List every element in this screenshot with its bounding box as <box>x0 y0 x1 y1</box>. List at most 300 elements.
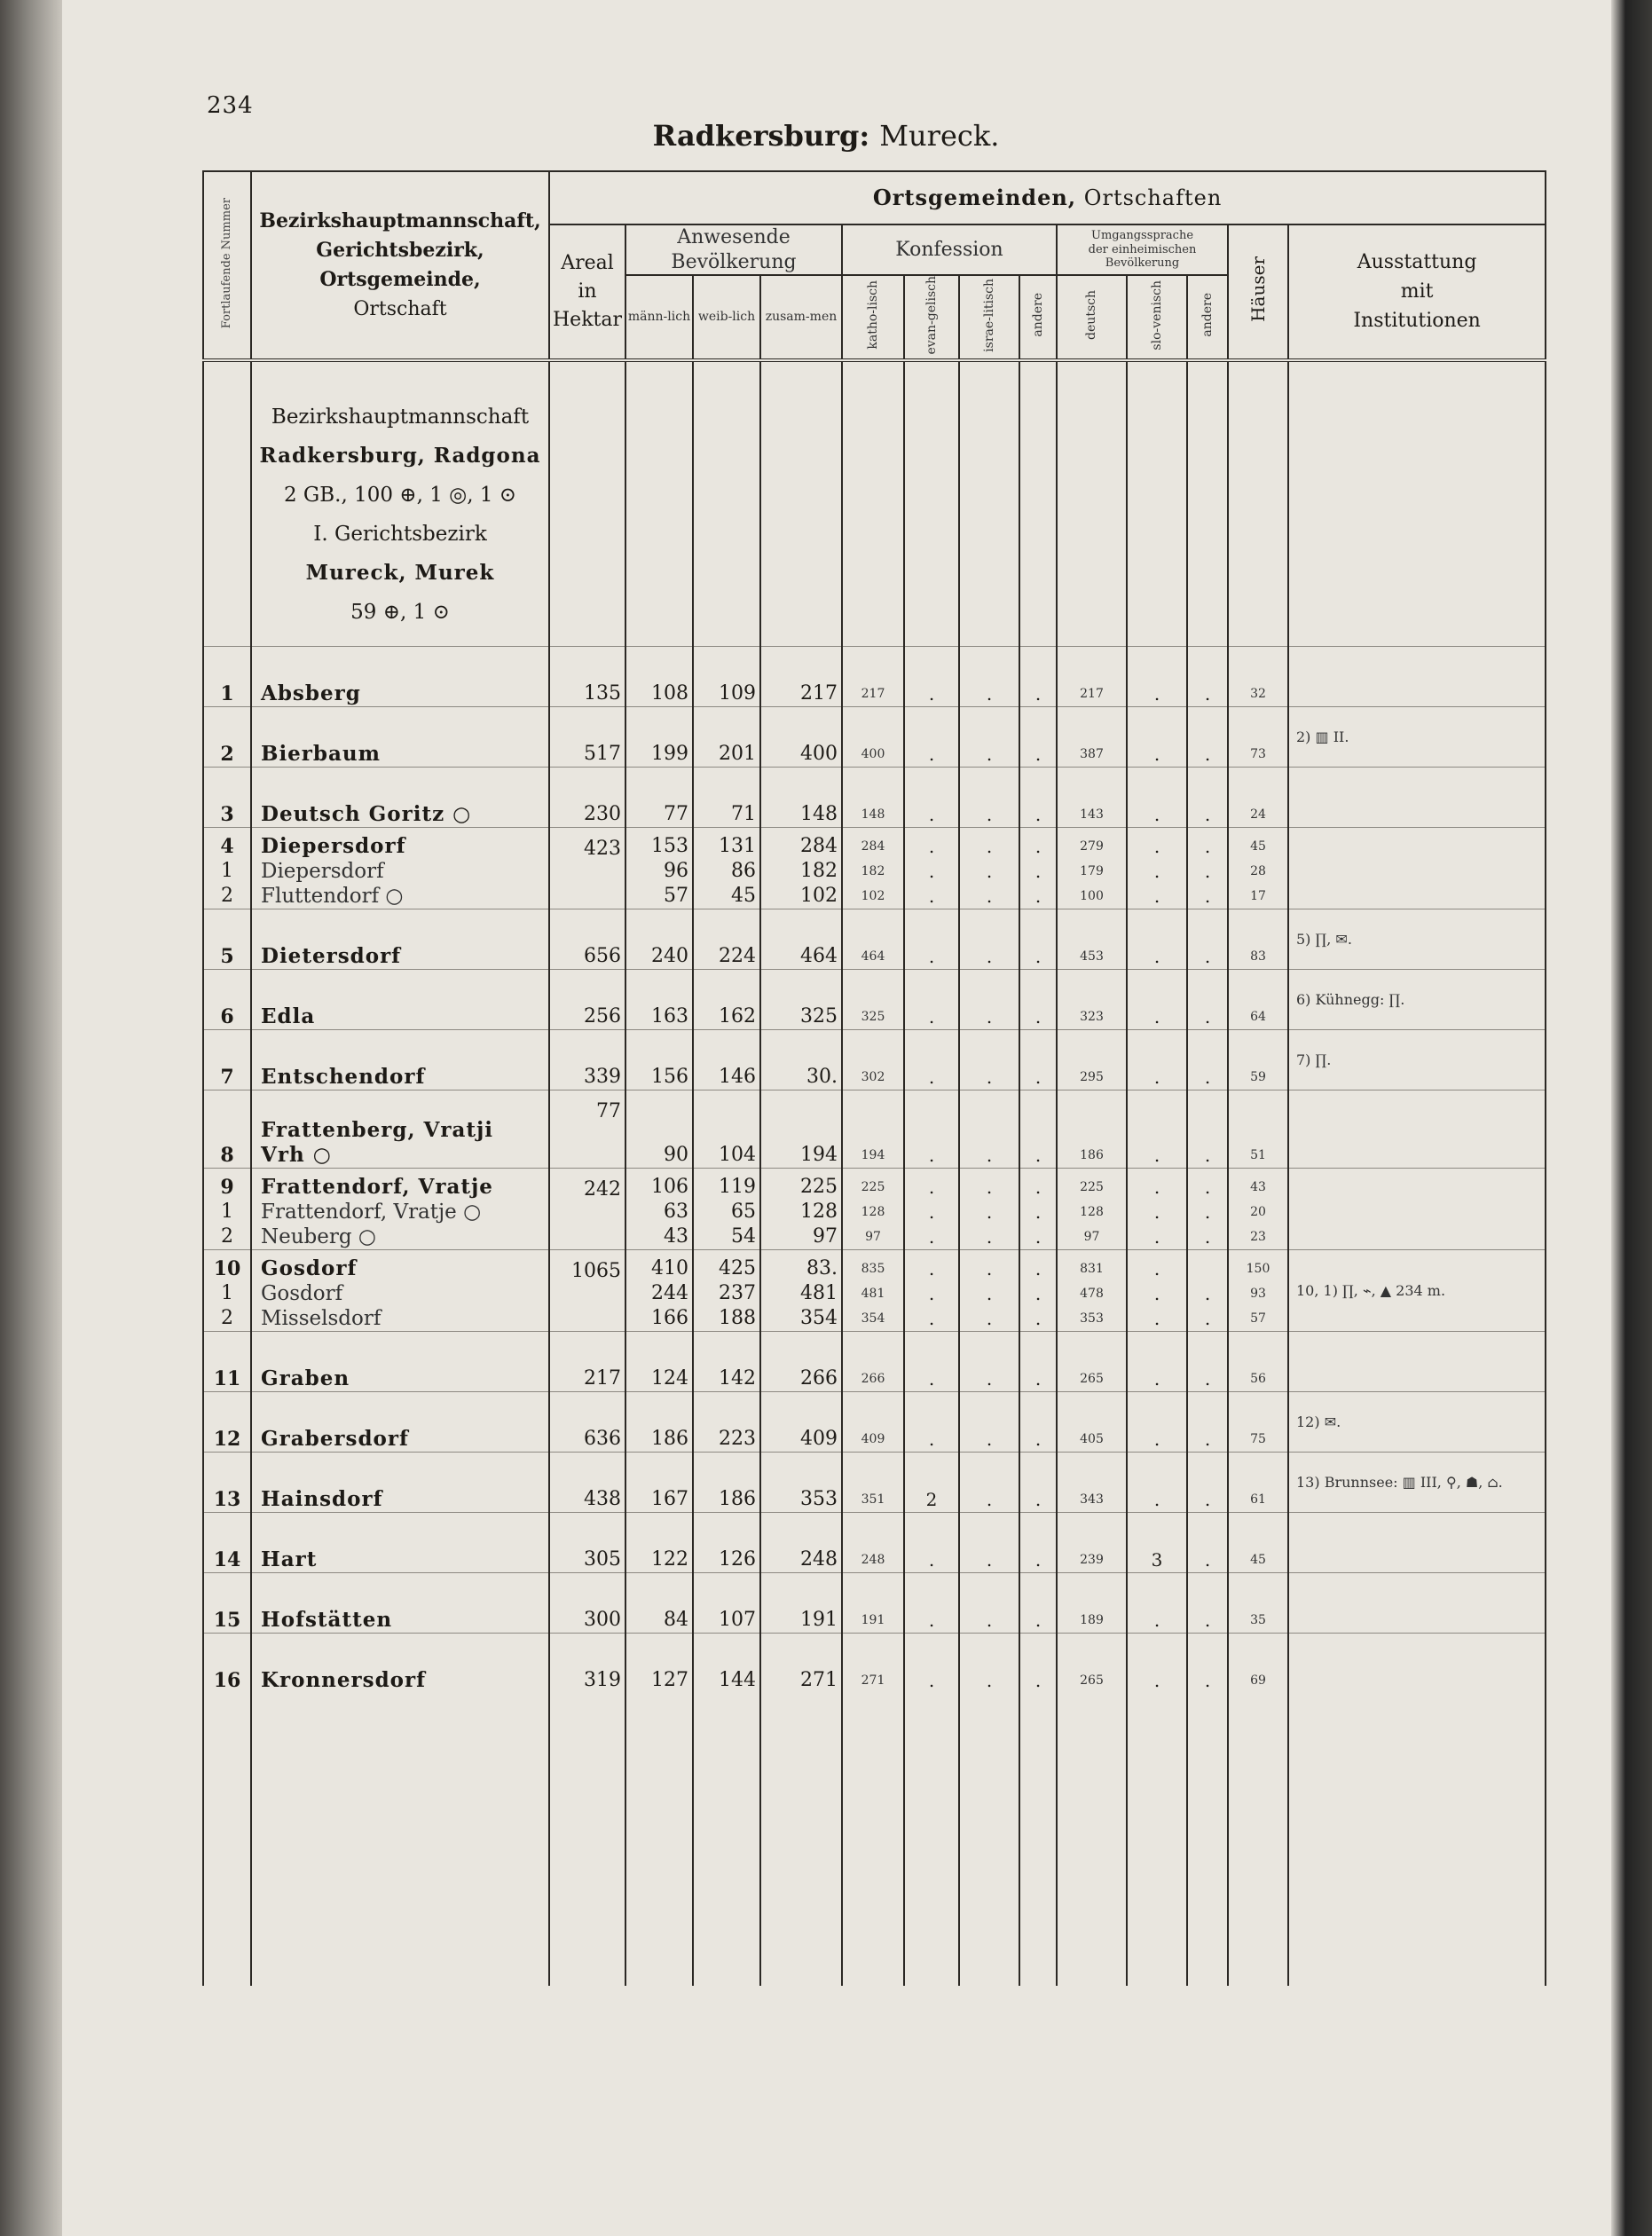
header-bevoelkerung: Anwesende Bevölkerung <box>625 224 842 275</box>
cell-deutsch: 186 <box>1057 1090 1127 1168</box>
cell-nummer: 6 <box>203 969 251 1029</box>
cell-weiblich: 126 <box>693 1512 760 1572</box>
cell-nummer: 12 <box>203 1391 251 1452</box>
cell-ortsname: Kronnersdorf <box>251 1633 549 1693</box>
cell-slovenisch: . <box>1127 1452 1187 1512</box>
cell-evangelisch: . <box>904 969 959 1029</box>
cell-maennlich: 106 63 43 <box>625 1168 693 1249</box>
cell-slovenisch: . <box>1127 1090 1187 1168</box>
cell-weiblich: 104 <box>693 1090 760 1168</box>
cell-evangelisch: . <box>904 1391 959 1452</box>
cell-areal: 242 <box>549 1168 625 1249</box>
cell-konf-andere: . . . <box>1019 827 1057 909</box>
cell-areal: 135 <box>549 646 625 706</box>
cell-konf-andere: . <box>1019 969 1057 1029</box>
cell-ortsname: Absberg <box>251 646 549 706</box>
cell-israelitisch: . . . <box>959 1249 1019 1331</box>
cell-konf-andere: . <box>1019 767 1057 827</box>
cell-katholisch: 248 <box>842 1512 904 1572</box>
cell-weiblich: 71 <box>693 767 760 827</box>
cell-weiblich: 224 <box>693 909 760 969</box>
cell-ausstattung: 2) ▥ II. <box>1288 706 1546 767</box>
cell-areal: 305 <box>549 1512 625 1572</box>
cell-zusammen: 191 <box>760 1572 842 1633</box>
cell-katholisch: 835 481 354 <box>842 1249 904 1331</box>
cell-deutsch: 143 <box>1057 767 1127 827</box>
cell-israelitisch: . <box>959 1391 1019 1452</box>
cell-slovenisch: . <box>1127 909 1187 969</box>
cell-sprache-andere: . <box>1187 767 1228 827</box>
cell-maennlich: 84 <box>625 1572 693 1633</box>
cell-sprache-andere: . <box>1187 909 1228 969</box>
header-bezirk: Bezirkshauptmannschaft, Gerichtsbezirk, Ortsgemeinde, Ortschaft <box>251 171 549 360</box>
cell-weiblich: 186 <box>693 1452 760 1512</box>
cell-deutsch: 265 <box>1057 1331 1127 1391</box>
cell-ausstattung <box>1288 827 1546 909</box>
cell-nummer: 1 <box>203 646 251 706</box>
cell-evangelisch: . <box>904 1633 959 1693</box>
cell-slovenisch: . <box>1127 969 1187 1029</box>
cell-zusammen: 271 <box>760 1633 842 1693</box>
cell-katholisch: 194 <box>842 1090 904 1168</box>
table-row <box>203 706 1546 767</box>
cell-slovenisch: . . . <box>1127 1168 1187 1249</box>
empty-cell <box>842 1693 904 1986</box>
table-row <box>203 1249 1546 1331</box>
header-maennlich: männ-lich <box>625 275 693 360</box>
cell-zusammen: 284 182 102 <box>760 827 842 909</box>
empty-cell <box>959 1693 1019 1986</box>
cell-ortsname: Graben <box>251 1331 549 1391</box>
statistics-table-wrapper <box>202 170 1545 1986</box>
cell-nummer: 10 1 2 <box>203 1249 251 1331</box>
cell-sprache-andere: . <box>1187 1512 1228 1572</box>
empty-cell <box>1019 1693 1057 1986</box>
cell-israelitisch: . <box>959 909 1019 969</box>
cell-weiblich: 146 <box>693 1029 760 1090</box>
cell-nummer: 14 <box>203 1512 251 1572</box>
cell-evangelisch: . <box>904 767 959 827</box>
cell-evangelisch: . <box>904 706 959 767</box>
cell-ausstattung: 5) ∏, ✉. <box>1288 909 1546 969</box>
cell-sprache-andere: . . . <box>1187 1168 1228 1249</box>
table-row <box>203 1168 1546 1249</box>
header-konfession: Konfession <box>842 224 1057 275</box>
cell-weiblich: 162 <box>693 969 760 1029</box>
cell-weiblich: 107 <box>693 1572 760 1633</box>
cell-haeuser: 150 93 57 <box>1228 1249 1288 1331</box>
cell-ortsname: Hainsdorf <box>251 1452 549 1512</box>
cell-ortsname: Entschendorf <box>251 1029 549 1090</box>
page-number: 234 <box>207 92 254 119</box>
header-umgangssprache: Umgangssprache der einheimischen Bevölkerung <box>1057 224 1228 275</box>
empty-cell <box>693 1693 760 1986</box>
cell-slovenisch: . . . <box>1127 1249 1187 1331</box>
header-zusammen: zusam-men <box>760 275 842 360</box>
cell-nummer: 13 <box>203 1452 251 1512</box>
cell-slovenisch: 3 <box>1127 1512 1187 1572</box>
cell-ausstattung: 13) Brunnsee: ▥ III, ⚲, ☗, ⌂. <box>1288 1452 1546 1512</box>
cell-katholisch: 148 <box>842 767 904 827</box>
cell-ausstattung: 12) ✉. <box>1288 1391 1546 1452</box>
cell-ortsname: Deutsch Goritz ○ <box>251 767 549 827</box>
table-row <box>203 1633 1546 1693</box>
cell-ausstattung <box>1288 767 1546 827</box>
cell-maennlich: 90 <box>625 1090 693 1168</box>
cell-israelitisch: . <box>959 706 1019 767</box>
cell-areal: 319 <box>549 1633 625 1693</box>
cell-katholisch: 302 <box>842 1029 904 1090</box>
cell-israelitisch: . <box>959 1452 1019 1512</box>
cell-zusammen: 400 <box>760 706 842 767</box>
cell-haeuser: 75 <box>1228 1391 1288 1452</box>
header-konf-andere: andere <box>1019 275 1057 360</box>
cell-weiblich: 142 <box>693 1331 760 1391</box>
cell-nummer: 3 <box>203 767 251 827</box>
cell-haeuser: 24 <box>1228 767 1288 827</box>
table-row <box>203 1391 1546 1452</box>
cell-ortsname: Diepersdorf Diepersdorf Fluttendorf ○ <box>251 827 549 909</box>
cell-areal: 339 <box>549 1029 625 1090</box>
cell-deutsch: 453 <box>1057 909 1127 969</box>
cell-haeuser: 59 <box>1228 1029 1288 1090</box>
cell-evangelisch: . . . <box>904 1249 959 1331</box>
title-district: Radkersburg: <box>652 119 870 153</box>
header-evangelisch: evan-gelisch <box>904 275 959 360</box>
cell-sprache-andere: . <box>1187 1029 1228 1090</box>
cell-maennlich: 156 <box>625 1029 693 1090</box>
cell-haeuser: 69 <box>1228 1633 1288 1693</box>
cell-haeuser: 43 20 23 <box>1228 1168 1288 1249</box>
cell-zusammen: 409 <box>760 1391 842 1452</box>
cell-ortsname: Grabersdorf <box>251 1391 549 1452</box>
cell-maennlich: 410 244 166 <box>625 1249 693 1331</box>
cell-areal: 438 <box>549 1452 625 1512</box>
table-row <box>203 767 1546 827</box>
cell-sprache-andere: . <box>1187 1090 1228 1168</box>
cell-weiblich: 223 <box>693 1391 760 1452</box>
cell-zusammen: 194 <box>760 1090 842 1168</box>
cell-slovenisch: . <box>1127 646 1187 706</box>
cell-sprache-andere: . <box>1187 1331 1228 1391</box>
cell-konf-andere: . <box>1019 909 1057 969</box>
cell-ortsname: Frattendorf, Vratje Frattendorf, Vratje ○ Neuberg ○ <box>251 1168 549 1249</box>
empty-cell <box>1187 1693 1228 1986</box>
cell-evangelisch: . <box>904 909 959 969</box>
header-slovenisch: slo-venisch <box>1127 275 1187 360</box>
cell-ortsname: Edla <box>251 969 549 1029</box>
cell-ausstattung: 10, 1) ∏, ⌁, ▲ 234 m. <box>1288 1249 1546 1331</box>
table-row <box>203 1029 1546 1090</box>
cell-deutsch: 405 <box>1057 1391 1127 1452</box>
cell-evangelisch: . <box>904 1572 959 1633</box>
cell-zusammen: 30. <box>760 1029 842 1090</box>
cell-deutsch: 189 <box>1057 1572 1127 1633</box>
cell-israelitisch: . <box>959 767 1019 827</box>
cell-deutsch: 295 <box>1057 1029 1127 1090</box>
cell-sprache-andere: . <box>1187 969 1228 1029</box>
cell-israelitisch: . <box>959 1512 1019 1572</box>
cell-konf-andere: . . . <box>1019 1168 1057 1249</box>
cell-weiblich: 109 <box>693 646 760 706</box>
cell-sprache-andere: . . <box>1187 1249 1228 1331</box>
intro-block: Bezirkshauptmannschaft Radkersburg, Radgona 2 GB., 100 ⊕, 1 ◎, 1 ⊙ I. Gerichtsbezirk Mureck, Murek 59 ⊕, 1 ⊙ <box>251 360 549 647</box>
cell-maennlich: 240 <box>625 909 693 969</box>
cell-ausstattung: 6) Kühnegg: ∏. <box>1288 969 1546 1029</box>
cell-evangelisch: . <box>904 1512 959 1572</box>
cell-konf-andere: . <box>1019 1331 1057 1391</box>
cell-nummer: 8 <box>203 1090 251 1168</box>
cell-sprache-andere: . <box>1187 706 1228 767</box>
cell-maennlich: 124 <box>625 1331 693 1391</box>
table-row <box>203 1452 1546 1512</box>
cell-slovenisch: . <box>1127 706 1187 767</box>
cell-evangelisch: . <box>904 646 959 706</box>
table-header <box>203 171 1546 360</box>
cell-konf-andere: . <box>1019 1512 1057 1572</box>
cell-ausstattung <box>1288 1572 1546 1633</box>
cell-zusammen: 248 <box>760 1512 842 1572</box>
table-empty-space <box>203 1693 1546 1986</box>
cell-konf-andere: . <box>1019 1391 1057 1452</box>
cell-deutsch: 217 <box>1057 646 1127 706</box>
cell-israelitisch: . . . <box>959 827 1019 909</box>
cell-haeuser: 51 <box>1228 1090 1288 1168</box>
cell-zusammen: 225 128 97 <box>760 1168 842 1249</box>
table-row <box>203 1512 1546 1572</box>
header-israelitisch: israe-litisch <box>959 275 1019 360</box>
table-body <box>203 360 1546 1987</box>
cell-israelitisch: . <box>959 1633 1019 1693</box>
cell-deutsch: 323 <box>1057 969 1127 1029</box>
cell-weiblich: 201 <box>693 706 760 767</box>
cell-evangelisch: . . . <box>904 827 959 909</box>
empty-cell <box>625 1693 693 1986</box>
table-row <box>203 1572 1546 1633</box>
cell-slovenisch: . <box>1127 1572 1187 1633</box>
cell-israelitisch: . <box>959 969 1019 1029</box>
cell-ortsname: Frattenberg, Vratji Vrh ○ <box>251 1090 549 1168</box>
cell-konf-andere: . . . <box>1019 1249 1057 1331</box>
cell-haeuser: 45 <box>1228 1512 1288 1572</box>
cell-sprache-andere: . <box>1187 1452 1228 1512</box>
cell-haeuser: 35 <box>1228 1572 1288 1633</box>
table-row <box>203 646 1546 706</box>
intro-row <box>203 360 1546 647</box>
cell-haeuser: 56 <box>1228 1331 1288 1391</box>
cell-slovenisch: . <box>1127 767 1187 827</box>
cell-haeuser: 45 28 17 <box>1228 827 1288 909</box>
cell-zusammen: 325 <box>760 969 842 1029</box>
cell-nummer: 7 <box>203 1029 251 1090</box>
empty-cell <box>760 1693 842 1986</box>
cell-katholisch: 400 <box>842 706 904 767</box>
cell-katholisch: 271 <box>842 1633 904 1693</box>
cell-zusammen: 266 <box>760 1331 842 1391</box>
cell-katholisch: 191 <box>842 1572 904 1633</box>
cell-ausstattung <box>1288 1512 1546 1572</box>
cell-sprache-andere: . <box>1187 646 1228 706</box>
cell-deutsch: 279 179 100 <box>1057 827 1127 909</box>
cell-nummer: 15 <box>203 1572 251 1633</box>
scan-edge-right <box>1611 0 1652 2236</box>
cell-ausstattung <box>1288 646 1546 706</box>
cell-nummer: 5 <box>203 909 251 969</box>
cell-haeuser: 61 <box>1228 1452 1288 1512</box>
cell-maennlich: 163 <box>625 969 693 1029</box>
header-areal: Areal in Hektar <box>549 224 625 360</box>
cell-konf-andere: . <box>1019 1572 1057 1633</box>
cell-konf-andere: . <box>1019 706 1057 767</box>
cell-deutsch: 343 <box>1057 1452 1127 1512</box>
cell-maennlich: 122 <box>625 1512 693 1572</box>
empty-cell <box>1057 1693 1127 1986</box>
cell-sprache-andere: . . . <box>1187 827 1228 909</box>
cell-konf-andere: . <box>1019 1090 1057 1168</box>
table-row <box>203 969 1546 1029</box>
cell-maennlich: 186 <box>625 1391 693 1452</box>
cell-areal: 217 <box>549 1331 625 1391</box>
cell-areal: 423 <box>549 827 625 909</box>
cell-nummer: 11 <box>203 1331 251 1391</box>
cell-ausstattung <box>1288 1090 1546 1168</box>
cell-areal: 300 <box>549 1572 625 1633</box>
cell-deutsch: 387 <box>1057 706 1127 767</box>
header-katholisch: katho-lisch <box>842 275 904 360</box>
cell-slovenisch: . <box>1127 1331 1187 1391</box>
cell-israelitisch: . <box>959 1029 1019 1090</box>
cell-deutsch: 225 128 97 <box>1057 1168 1127 1249</box>
table-row <box>203 827 1546 909</box>
cell-maennlich: 167 <box>625 1452 693 1512</box>
header-sprache-andere: andere <box>1187 275 1228 360</box>
cell-slovenisch: . . . <box>1127 827 1187 909</box>
header-haeuser: Häuser <box>1228 224 1288 360</box>
table-row <box>203 1331 1546 1391</box>
cell-konf-andere: . <box>1019 1029 1057 1090</box>
empty-cell <box>904 1693 959 1986</box>
scan-edge-left <box>0 0 62 2236</box>
cell-areal: 656 <box>549 909 625 969</box>
cell-ausstattung <box>1288 1633 1546 1693</box>
cell-deutsch: 831 478 353 <box>1057 1249 1127 1331</box>
table-row <box>203 1090 1546 1168</box>
cell-slovenisch: . <box>1127 1633 1187 1693</box>
cell-ortsname: Bierbaum <box>251 706 549 767</box>
header-ortsgemeinden: Ortsgemeinden, Ortschaften <box>549 171 1546 224</box>
cell-deutsch: 265 <box>1057 1633 1127 1693</box>
empty-cell <box>251 1693 549 1986</box>
cell-nummer: 2 <box>203 706 251 767</box>
cell-weiblich: 119 65 54 <box>693 1168 760 1249</box>
cell-katholisch: 217 <box>842 646 904 706</box>
cell-haeuser: 83 <box>1228 909 1288 969</box>
cell-konf-andere: . <box>1019 1633 1057 1693</box>
cell-zusammen: 83. 481 354 <box>760 1249 842 1331</box>
cell-maennlich: 199 <box>625 706 693 767</box>
cell-ortsname: Hofstätten <box>251 1572 549 1633</box>
cell-israelitisch: . <box>959 1090 1019 1168</box>
cell-zusammen: 148 <box>760 767 842 827</box>
cell-evangelisch: 2 <box>904 1452 959 1512</box>
cell-israelitisch: . <box>959 646 1019 706</box>
empty-cell <box>1228 1693 1288 1986</box>
cell-haeuser: 73 <box>1228 706 1288 767</box>
cell-katholisch: 325 <box>842 969 904 1029</box>
cell-deutsch: 239 <box>1057 1512 1127 1572</box>
cell-israelitisch: . <box>959 1331 1019 1391</box>
cell-weiblich: 131 86 45 <box>693 827 760 909</box>
cell-konf-andere: . <box>1019 1452 1057 1512</box>
cell-katholisch: 464 <box>842 909 904 969</box>
cell-ausstattung: 7) ∏. <box>1288 1029 1546 1090</box>
cell-weiblich: 425 237 188 <box>693 1249 760 1331</box>
cell-nummer: 16 <box>203 1633 251 1693</box>
cell-sprache-andere: . <box>1187 1572 1228 1633</box>
cell-katholisch: 284 182 102 <box>842 827 904 909</box>
empty-cell <box>1127 1693 1187 1986</box>
cell-ortsname: Dietersdorf <box>251 909 549 969</box>
cell-areal: 77 <box>549 1090 625 1168</box>
cell-zusammen: 464 <box>760 909 842 969</box>
table-row <box>203 909 1546 969</box>
cell-katholisch: 266 <box>842 1331 904 1391</box>
cell-katholisch: 409 <box>842 1391 904 1452</box>
cell-areal: 636 <box>549 1391 625 1452</box>
cell-maennlich: 153 96 57 <box>625 827 693 909</box>
cell-israelitisch: . <box>959 1572 1019 1633</box>
cell-evangelisch: . <box>904 1090 959 1168</box>
cell-sprache-andere: . <box>1187 1633 1228 1693</box>
statistics-table <box>202 170 1546 1986</box>
header-ausstattung: Ausstattung mit Institutionen <box>1288 224 1546 360</box>
cell-weiblich: 144 <box>693 1633 760 1693</box>
title-court: Mureck. <box>879 119 1000 153</box>
cell-nummer: 4 1 2 <box>203 827 251 909</box>
cell-zusammen: 353 <box>760 1452 842 1512</box>
empty-cell <box>549 1693 625 1986</box>
cell-slovenisch: . <box>1127 1391 1187 1452</box>
empty-cell <box>203 1693 251 1986</box>
empty-cell <box>1288 1693 1546 1986</box>
cell-areal: 517 <box>549 706 625 767</box>
cell-ortsname: Gosdorf Gosdorf Misselsdorf <box>251 1249 549 1331</box>
cell-katholisch: 351 <box>842 1452 904 1512</box>
cell-konf-andere: . <box>1019 646 1057 706</box>
cell-katholisch: 225 128 97 <box>842 1168 904 1249</box>
cell-ortsname: Hart <box>251 1512 549 1572</box>
cell-maennlich: 127 <box>625 1633 693 1693</box>
cell-haeuser: 32 <box>1228 646 1288 706</box>
header-weiblich: weib-lich <box>693 275 760 360</box>
cell-ausstattung <box>1288 1331 1546 1391</box>
cell-haeuser: 64 <box>1228 969 1288 1029</box>
cell-ausstattung <box>1288 1168 1546 1249</box>
cell-evangelisch: . <box>904 1331 959 1391</box>
cell-areal: 230 <box>549 767 625 827</box>
header-lfd-nummer: Fortlaufende Nummer <box>203 171 251 360</box>
cell-maennlich: 77 <box>625 767 693 827</box>
cell-israelitisch: . . . <box>959 1168 1019 1249</box>
cell-nummer: 9 1 2 <box>203 1168 251 1249</box>
header-deutsch: deutsch <box>1057 275 1127 360</box>
cell-slovenisch: . <box>1127 1029 1187 1090</box>
cell-sprache-andere: . <box>1187 1391 1228 1452</box>
cell-maennlich: 108 <box>625 646 693 706</box>
cell-evangelisch: . . . <box>904 1168 959 1249</box>
cell-zusammen: 217 <box>760 646 842 706</box>
cell-areal: 256 <box>549 969 625 1029</box>
